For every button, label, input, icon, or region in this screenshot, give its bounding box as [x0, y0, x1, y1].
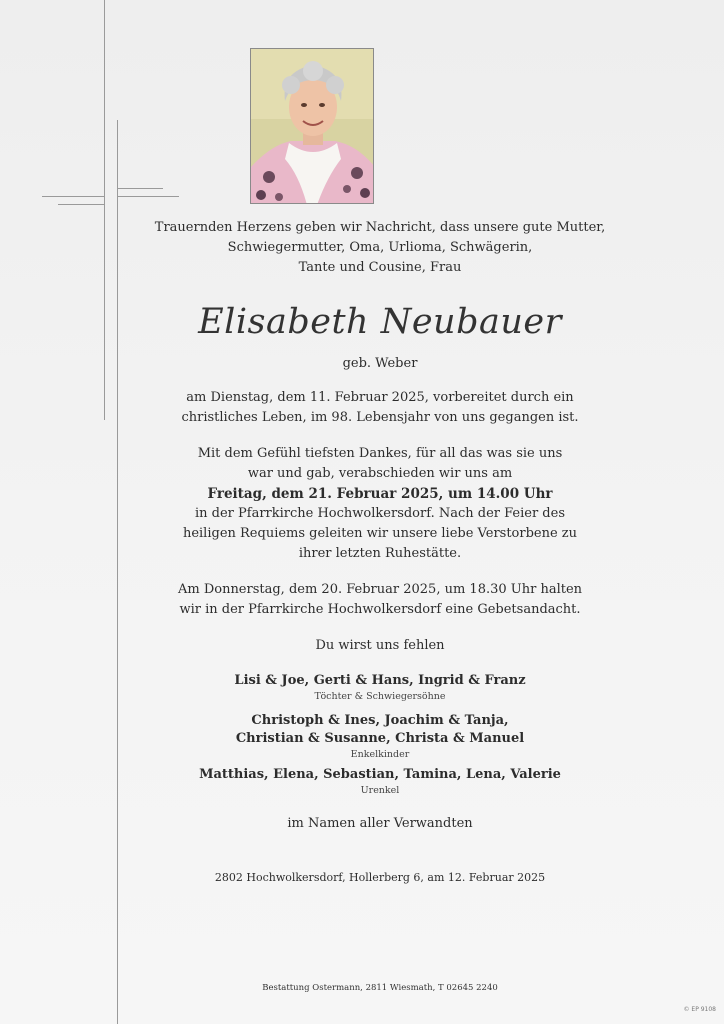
cross-vertical-line-secondary [117, 120, 118, 1024]
family-group-grandchildren [150, 712, 610, 762]
family-names: Christian & Susanne, Christa & Manuel [235, 731, 525, 746]
funeral-place-line: in der Pfarrkirche Hochwolkersdorf. Nach der Feier des [194, 506, 565, 521]
cross-horizontal-line-right [117, 196, 179, 197]
funeral-place-line: heiligen Requiems geleiten wir unsere liebe Verstorbene zu [182, 526, 578, 541]
death-line: am Dienstag, dem 11. Februar 2025, vorbereitet durch ein [186, 390, 574, 405]
prayer-line: wir in der Pfarrkirche Hochwolkersdorf eine Gebetsandacht. [179, 602, 581, 617]
funeral-place [150, 504, 610, 564]
cross-vertical-line-main [104, 0, 105, 420]
family-group-great-grandchildren [150, 766, 610, 798]
intro-text [150, 218, 610, 278]
place-date: 2802 Hochwolkersdorf, Hollerberg 6, am 12. Februar 2025 [214, 871, 546, 884]
undertaker-info: Bestattung Ostermann, 2811 Wiesmath, T 02645 2240 [262, 983, 498, 993]
portrait-photo [250, 48, 374, 204]
funeral-place-line: ihrer letzten Ruhestätte. [298, 546, 462, 561]
family-role: Enkelkinder [350, 749, 410, 760]
relatives-phrase: im Namen aller Verwandten [287, 816, 473, 831]
prayer-line: Am Donnerstag, dem 20. Februar 2025, um 18.30 Uhr halten [177, 582, 583, 597]
family-role: Töchter & Schwiegersöhne [314, 691, 446, 702]
intro-line: Trauernden Herzens geben wir Nachricht, dass unsere gute Mutter, [154, 220, 606, 235]
intro-line: Tante und Cousine, Frau [298, 260, 462, 275]
death-line: christliches Leben, im 98. Lebensjahr von uns gegangen ist. [181, 410, 579, 425]
maiden-name: geb. Weber [342, 356, 418, 371]
obituary-text [150, 218, 610, 888]
family-names: Matthias, Elena, Sebastian, Tamina, Lena, Valerie [199, 767, 561, 782]
funeral-date: Freitag, dem 21. Februar 2025, um 14.00 Uhr [207, 486, 553, 502]
intro-line: Schwiegermutter, Oma, Urlioma, Schwägerin, [227, 240, 533, 255]
prayer-service [150, 580, 610, 620]
family-group-daughters [150, 672, 610, 704]
farewell-line: war und gab, verabschieden wir uns am [247, 466, 513, 481]
family-role: Urenkel [360, 785, 400, 796]
farewell-line: Mit dem Gefühl tiefsten Dankes, für all das was sie uns [197, 446, 563, 461]
missed-phrase: Du wirst uns fehlen [315, 638, 445, 653]
cross-horizontal-line-inner-left [58, 204, 104, 205]
cross-horizontal-line-left [42, 196, 104, 197]
family-names: Christoph & Ines, Joachim & Tanja, [251, 713, 509, 728]
portrait-illustration [251, 49, 374, 204]
family-names: Lisi & Joe, Gerti & Hans, Ingrid & Franz [234, 673, 526, 688]
document-code: © EP 9108 [683, 1006, 716, 1013]
deceased-name: Elisabeth Neubauer [198, 302, 562, 342]
farewell-intro [150, 444, 610, 484]
cross-horizontal-line-inner [117, 188, 163, 189]
death-statement [150, 388, 610, 428]
